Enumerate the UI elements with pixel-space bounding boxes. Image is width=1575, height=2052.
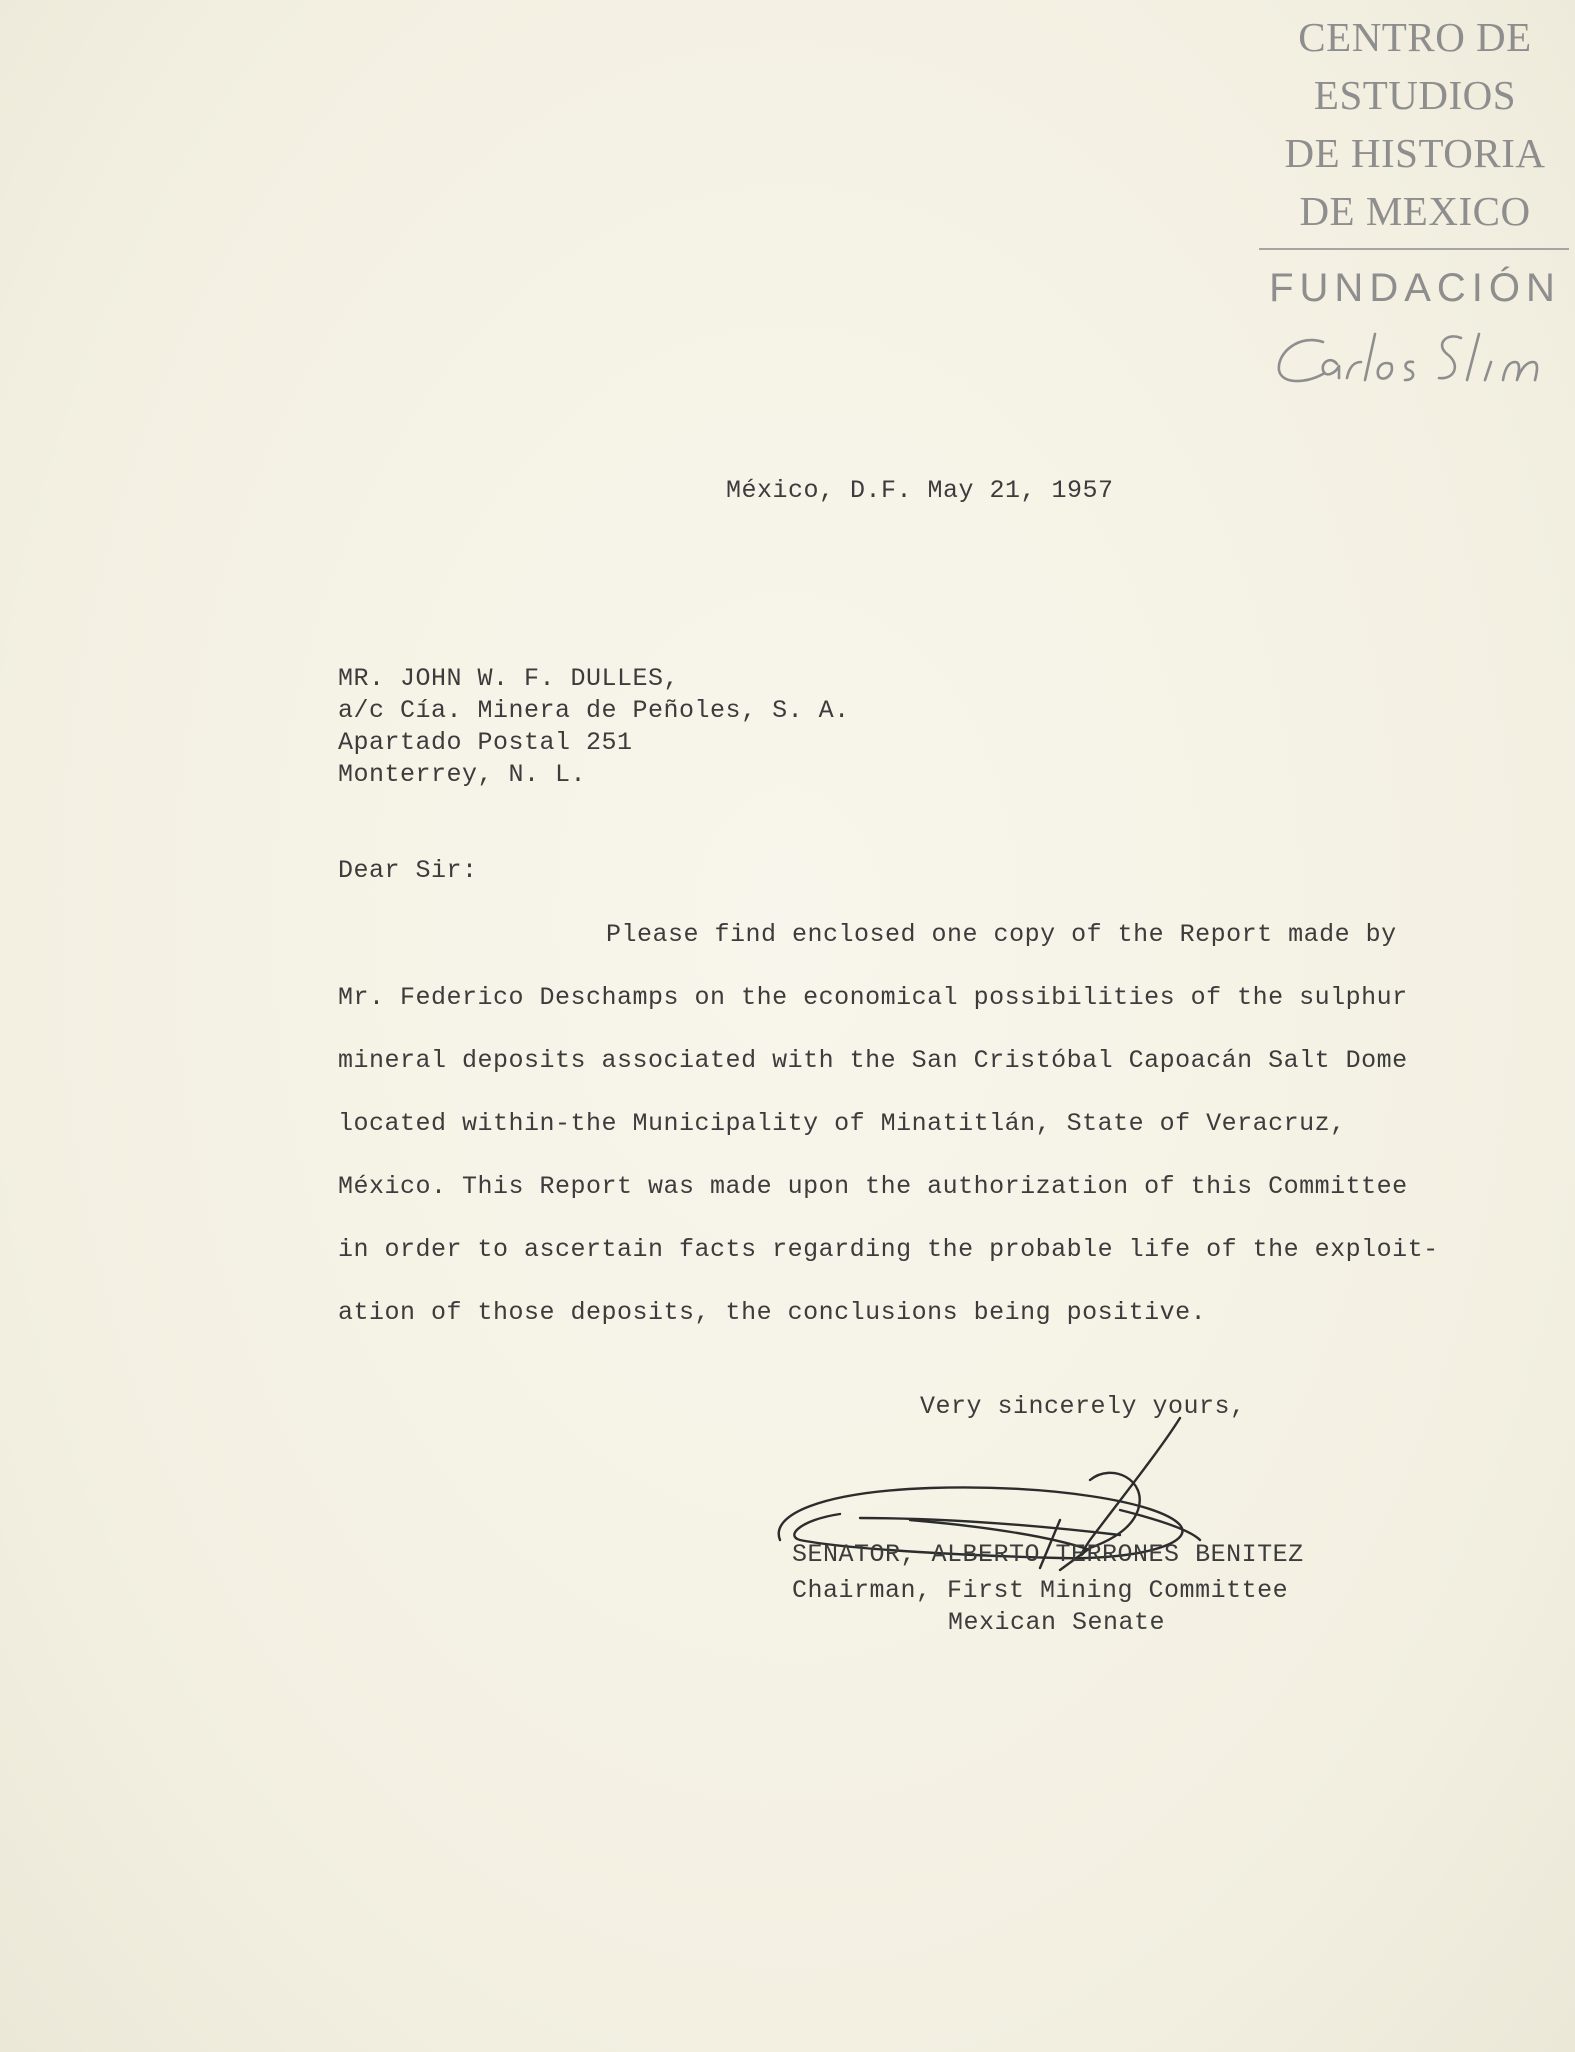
address-line: Monterrey, N. L. <box>338 760 587 789</box>
salutation: Dear Sir: <box>338 856 478 885</box>
body-line: in order to ascertain facts regarding the probable life of the exploit- <box>338 1235 1439 1264</box>
closing: Very sincerely yours, <box>920 1392 1246 1421</box>
body-line: ation of those deposits, the conclusions being positive. <box>338 1298 1207 1327</box>
signatory-organization: Mexican Senate <box>948 1608 1166 1637</box>
body-line: México. This Report was made upon the authorization of this Committee <box>338 1172 1408 1201</box>
signatory-name: SENATOR, ALBERTO TERRONES BENITEZ <box>792 1540 1304 1569</box>
body-line: Mr. Federico Deschamps on the economical possibilities of the sulphur <box>338 983 1408 1012</box>
stamp-line: ESTUDIOS <box>1313 72 1517 118</box>
body-line: mineral deposits associated with the San Cristóbal Capoacán Salt Dome <box>338 1046 1408 1075</box>
address-line: Apartado Postal 251 <box>338 728 633 757</box>
address-line: a/c Cía. Minera de Peñoles, S. A. <box>338 696 850 725</box>
dateline: México, D.F. May 21, 1957 <box>726 476 1114 505</box>
body-line: Please find enclosed one copy of the Report made by <box>606 920 1397 949</box>
signatory-title: Chairman, First Mining Committee <box>792 1576 1289 1605</box>
stamp-line: DE MEXICO <box>1299 188 1531 234</box>
stamp-foundation: FUNDACIÓN <box>1269 266 1561 310</box>
archive-stamp <box>1255 8 1575 392</box>
stamp-line: CENTRO DE <box>1298 14 1532 60</box>
stamp-divider <box>1259 248 1569 250</box>
carlos-slim-script-logo <box>1265 322 1565 392</box>
stamp-line: DE HISTORIA <box>1284 130 1546 176</box>
address-line: MR. JOHN W. F. DULLES, <box>338 664 680 693</box>
body-line: located within-the Municipality of Minatitlán, State of Veracruz, <box>338 1109 1346 1138</box>
